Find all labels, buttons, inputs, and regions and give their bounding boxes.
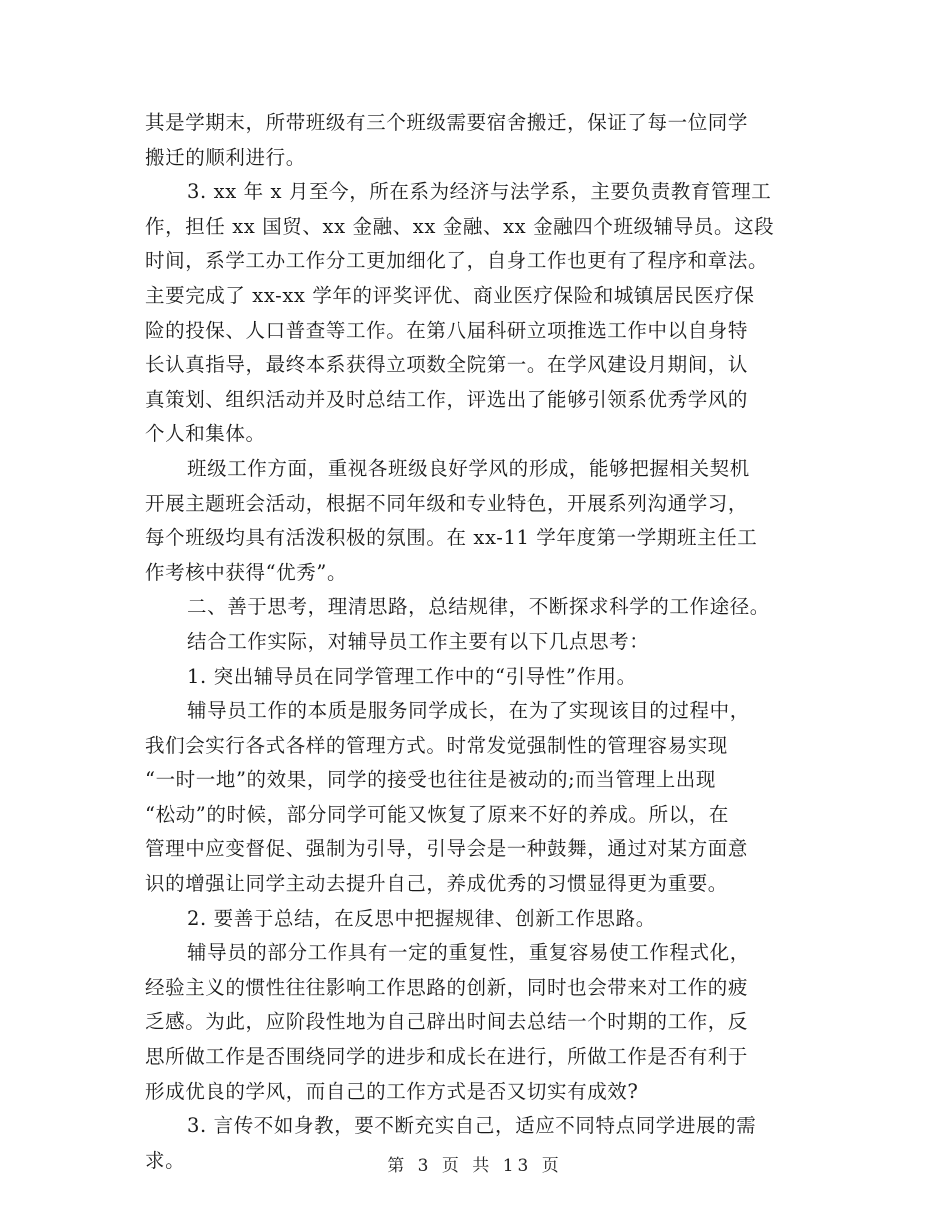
text-line: 险的投保、人口普查等工作。在第八届科研立项推选工作中以自身特 bbox=[145, 318, 749, 342]
text-line: 班级工作方面，重视各班级良好学风的形成，能够把握相关契机 bbox=[187, 456, 750, 480]
text-line: 其是学期末，所带班级有三个班级需要宿舍搬迁，保证了每一位同学 bbox=[145, 111, 749, 134]
text-line: 管理中应变督促、强制为引导，引导会是一种鼓舞，通过对某方面意 bbox=[145, 837, 749, 861]
text-line: 经验主义的惯性往往影响工作思路的创新，同时也会带来对工作的疲 bbox=[145, 975, 749, 999]
text-line: “一时一地”的效果，同学的接受也往往是被动的;而当管理上出现 bbox=[145, 768, 717, 792]
text-line: 形成优良的学风，而自己的工作方式是否又切实有成效? bbox=[145, 1079, 639, 1103]
text-line: 结合工作实际，对辅导员工作主要有以下几点思考： bbox=[187, 629, 650, 653]
text-line: 主要完成了 xx-xx 学年的评奖评优、商业医疗保险和城镇居民医疗保 bbox=[145, 283, 755, 307]
text-line: 1. 突出辅导员在同学管理工作中的“引导性”作用。 bbox=[187, 664, 637, 688]
text-line: 二、善于思考，理清思路，总结规律，不断探求科学的工作途径。 bbox=[187, 595, 770, 619]
text-line: 搬迁的顺利进行。 bbox=[145, 145, 306, 169]
text-line: 3. 言传不如身教，要不断充实自己，适应不同特点同学进展的需 bbox=[187, 1114, 757, 1138]
text-line: 个人和集体。 bbox=[145, 422, 266, 446]
text-line: “松动”的时候，部分同学可能又恢复了原来不好的养成。所以，在 bbox=[145, 802, 729, 826]
text-line: 真策划、组织活动并及时总结工作，评选出了能够引领系优秀学风的 bbox=[145, 387, 749, 411]
text-line: 开展主题班会活动，根据不同年级和专业特色，开展系列沟通学习， bbox=[145, 491, 749, 515]
text-line: 辅导员工作的本质是服务同学成长，在为了实现该目的过程中， bbox=[187, 699, 750, 723]
text-line: 识的增强让同学主动去提升自己，养成优秀的习惯显得更为重要。 bbox=[145, 872, 728, 896]
page-footer: 第 3 页 共 13 页 bbox=[387, 1156, 563, 1176]
text-line: 作，担任 xx 国贸、xx 金融、xx 金融、xx 金融四个班级辅导员。这段 bbox=[145, 214, 775, 238]
text-line: 求。 bbox=[145, 1148, 186, 1172]
text-line: 3. xx 年 x 月至今，所在系为经济与法学系，主要负责教育管理工 bbox=[187, 180, 772, 204]
text-line: 辅导员的部分工作具有一定的重复性，重复容易使工作程式化， bbox=[187, 941, 750, 965]
document-body bbox=[145, 106, 815, 1178]
text-line: 作考核中获得“优秀”。 bbox=[145, 560, 348, 584]
text-line: 我们会实行各式各样的管理方式。时常发觉强制性的管理容易实现 bbox=[145, 733, 728, 757]
text-line: 长认真指导，最终本系获得立项数全院第一。在学风建设月期间，认 bbox=[145, 353, 749, 377]
text-line: 2. 要善于总结，在反思中把握规律、创新工作思路。 bbox=[187, 906, 656, 930]
text-line: 乏感。为此，应阶段性地为自己辟出时间去总结一个时期的工作，反 bbox=[145, 1010, 749, 1034]
text-line: 时间，系学工办工作分工更加细化了，自身工作也更有了程序和章法。 bbox=[145, 249, 769, 273]
text-line: 每个班级均具有活泼积极的氛围。在 xx-11 学年度第一学期班主任工 bbox=[145, 526, 758, 550]
text-line: 思所做工作是否围绕同学的进步和成长在进行，所做工作是否有利于 bbox=[145, 1045, 749, 1069]
